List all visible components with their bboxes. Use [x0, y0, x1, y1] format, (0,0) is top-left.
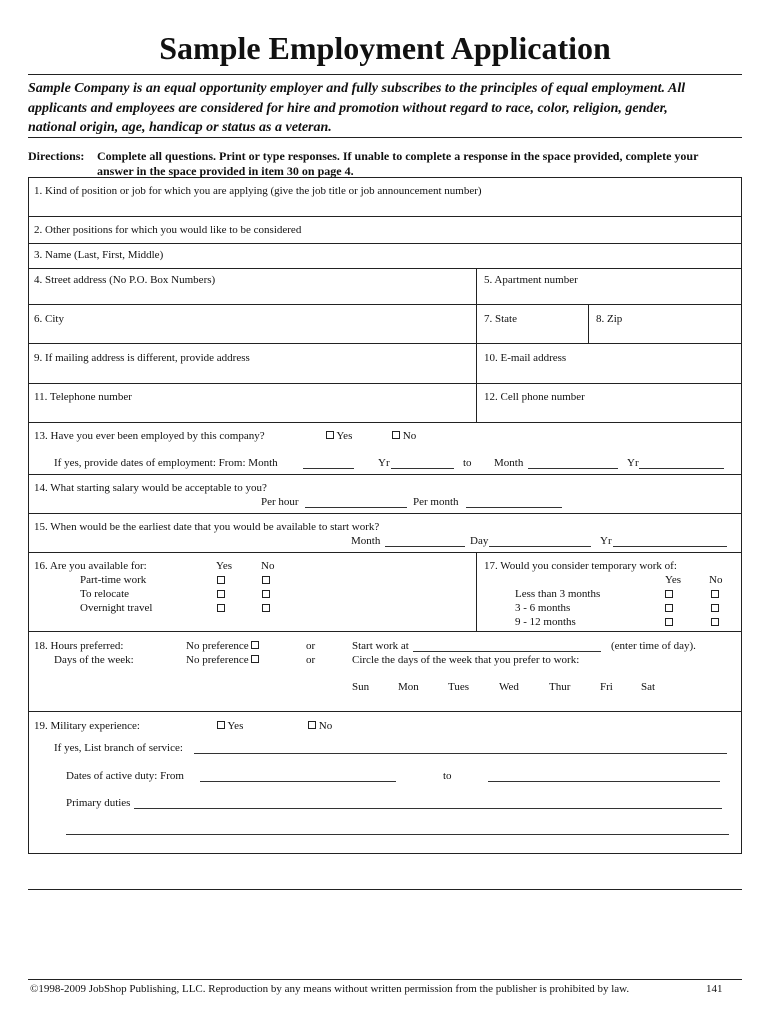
column-divider: [588, 304, 589, 343]
q6-city-field[interactable]: 6. City: [34, 313, 64, 325]
q7-state-field[interactable]: 7. State: [484, 313, 517, 325]
q12-cell-phone-field[interactable]: 12. Cell phone number: [484, 391, 585, 403]
q18-question: 18. Hours preferred:: [34, 640, 124, 652]
copyright-footer: ©1998-2009 JobShop Publishing, LLC. Reproduction by any means without written permission from the publisher is prohibited by law.: [30, 983, 630, 995]
q13-dates-label: If yes, provide dates of employment: From: Month: [54, 457, 278, 469]
weekday-tues[interactable]: Tues: [448, 681, 469, 693]
weekday-sun[interactable]: Sun: [352, 681, 370, 693]
q18-circle-days-label: Circle the days of the week that you prefer to work:: [352, 654, 580, 666]
q13-to-month-line[interactable]: [528, 468, 618, 469]
weekday-mon[interactable]: Mon: [398, 681, 419, 693]
q19-dates-label: Dates of active duty: From: [66, 770, 184, 782]
q17-3to6-no-checkbox[interactable]: [711, 604, 719, 612]
row-divider: [28, 711, 742, 712]
q19-branch-label: If yes, List branch of service:: [54, 742, 183, 754]
q19-question: 19. Military experience:: [34, 720, 140, 732]
q16-yes-header: Yes: [216, 560, 233, 572]
q19-to-line[interactable]: [488, 781, 720, 782]
directions-line-2: answer in the space provided in item 30 on page 4.: [97, 164, 354, 178]
q15-day-line[interactable]: [489, 546, 591, 547]
row-divider: [28, 552, 742, 553]
row-divider: [28, 243, 742, 244]
q15-yr-label: Yr: [600, 535, 612, 547]
q13-yr2-label: Yr: [627, 457, 639, 469]
checkbox[interactable]: [392, 431, 400, 439]
weekday-sat[interactable]: Sat: [641, 681, 656, 693]
q18-start-work-label: Start work at: [352, 640, 409, 652]
q8-zip-field[interactable]: 8. Zip: [596, 313, 623, 325]
q15-month-line[interactable]: [385, 546, 465, 547]
footer-rule: [28, 979, 742, 980]
q18-days-no-preference[interactable]: No preference: [186, 654, 259, 666]
q16-item-label: Overnight travel: [80, 602, 153, 614]
q17-question: 17. Would you consider temporary work of:: [484, 560, 677, 572]
directions-label: Directions:: [28, 149, 85, 163]
row-divider: [28, 631, 742, 632]
column-divider: [476, 552, 477, 631]
checkbox[interactable]: [251, 655, 259, 663]
q13-to-yr-line[interactable]: [639, 468, 724, 469]
q15-day-label: Day: [470, 535, 489, 547]
q16-parttime-yes-checkbox[interactable]: [217, 576, 225, 584]
q17-item-label: 9 - 12 months: [515, 616, 576, 628]
page-number: 141: [706, 983, 723, 995]
q19-duties-line[interactable]: [134, 808, 722, 809]
q17-3to6-yes-checkbox[interactable]: [665, 604, 673, 612]
q13-yr-label: Yr: [378, 457, 390, 469]
intro-line-2: applicants and employees are considered for hire and promotion without regard to race, color, religion, gender,: [28, 101, 668, 116]
q16-item-label: To relocate: [80, 588, 130, 600]
row-divider: [28, 383, 742, 384]
q13-from-month-line[interactable]: [303, 468, 354, 469]
row-divider: [28, 304, 742, 305]
q1-position-field[interactable]: 1. Kind of position or job for which you are applying (give the job title or job announcement number): [34, 185, 482, 197]
q11-telephone-field[interactable]: 11. Telephone number: [34, 391, 132, 403]
q17-less3-no-checkbox[interactable]: [711, 590, 719, 598]
q4-street-address-field[interactable]: 4. Street address (No P.O. Box Numbers): [34, 274, 216, 286]
q17-no-header: No: [709, 574, 723, 586]
q14-per-month-label: Per month: [413, 496, 459, 508]
q15-question: 15. When would be the earliest date that you would be available to start work?: [34, 521, 380, 533]
q14-per-hour-line[interactable]: [305, 507, 407, 508]
q9-mailing-address-field[interactable]: 9. If mailing address is different, provide address: [34, 352, 250, 364]
bottom-rule: [28, 889, 742, 890]
weekday-fri[interactable]: Fri: [600, 681, 613, 693]
q16-item-label: Part-time work: [80, 574, 147, 586]
q10-email-field[interactable]: 10. E-mail address: [484, 352, 567, 364]
q17-9to12-no-checkbox[interactable]: [711, 618, 719, 626]
checkbox[interactable]: [251, 641, 259, 649]
q13-yes-option[interactable]: Yes: [326, 430, 352, 442]
title-rule: [28, 74, 742, 75]
q19-branch-line[interactable]: [194, 753, 727, 754]
q17-yes-header: Yes: [665, 574, 682, 586]
q17-item-label: Less than 3 months: [515, 588, 601, 600]
q19-no-option[interactable]: No: [308, 720, 332, 732]
q17-9to12-yes-checkbox[interactable]: [665, 618, 673, 626]
q19-duties-label: Primary duties: [66, 797, 131, 809]
q16-parttime-no-checkbox[interactable]: [262, 576, 270, 584]
q13-question: 13. Have you ever been employed by this company?: [34, 430, 265, 442]
q16-relocate-yes-checkbox[interactable]: [217, 590, 225, 598]
q14-per-month-line[interactable]: [466, 507, 562, 508]
q18-hours-no-preference[interactable]: No preference: [186, 640, 259, 652]
row-divider: [28, 513, 742, 514]
q19-yes-option[interactable]: Yes: [217, 720, 243, 732]
row-divider: [28, 343, 742, 344]
q15-yr-line[interactable]: [613, 546, 727, 547]
q19-from-line[interactable]: [200, 781, 396, 782]
checkbox[interactable]: [217, 721, 225, 729]
row-divider: [28, 268, 742, 269]
q5-apartment-field[interactable]: 5. Apartment number: [484, 274, 578, 286]
q15-month-label: Month: [351, 535, 381, 547]
q14-per-hour-label: Per hour: [261, 496, 299, 508]
q18-days-label: Days of the week:: [54, 654, 134, 666]
q13-from-yr-line[interactable]: [391, 468, 454, 469]
q14-question: 14. What starting salary would be acceptable to you?: [34, 482, 267, 494]
row-divider: [28, 216, 742, 217]
q16-no-header: No: [261, 560, 275, 572]
weekday-thur[interactable]: Thur: [549, 681, 571, 693]
checkbox[interactable]: [326, 431, 334, 439]
column-divider: [476, 268, 477, 423]
q18-enter-time-label: (enter time of day).: [611, 640, 696, 652]
q19-to-label: to: [443, 770, 452, 782]
directions-line-1: Complete all questions. Print or type responses. If unable to complete a response in the space provided, complete your: [97, 149, 699, 163]
q3-name-field[interactable]: 3. Name (Last, First, Middle): [34, 249, 164, 261]
intro-line-3: national origin, age, handicap or status as a veteran.: [28, 120, 332, 135]
q16-travel-yes-checkbox[interactable]: [217, 604, 225, 612]
checkbox[interactable]: [308, 721, 316, 729]
row-divider: [28, 422, 742, 423]
q16-travel-no-checkbox[interactable]: [262, 604, 270, 612]
q16-relocate-no-checkbox[interactable]: [262, 590, 270, 598]
q17-item-label: 3 - 6 months: [515, 602, 571, 614]
q18-or-label: or: [306, 640, 316, 652]
q13-no-option[interactable]: No: [392, 430, 416, 442]
q13-month-label: Month: [494, 457, 524, 469]
intro-rule: [28, 137, 742, 138]
q13-to-label: to: [463, 457, 472, 469]
q2-other-positions-field[interactable]: 2. Other positions for which you would like to be considered: [34, 224, 302, 236]
q18-start-time-line[interactable]: [413, 651, 601, 652]
intro-line-1: Sample Company is an equal opportunity employer and fully subscribes to the principles of equal employment. All: [28, 81, 686, 96]
q18-or-label: or: [306, 654, 316, 666]
page-title: Sample Employment Application: [159, 30, 611, 66]
q17-less3-yes-checkbox[interactable]: [665, 590, 673, 598]
weekday-wed[interactable]: Wed: [499, 681, 519, 693]
row-divider: [28, 474, 742, 475]
q19-duties-line-2[interactable]: [66, 834, 729, 835]
q16-question: 16. Are you available for:: [34, 560, 147, 572]
